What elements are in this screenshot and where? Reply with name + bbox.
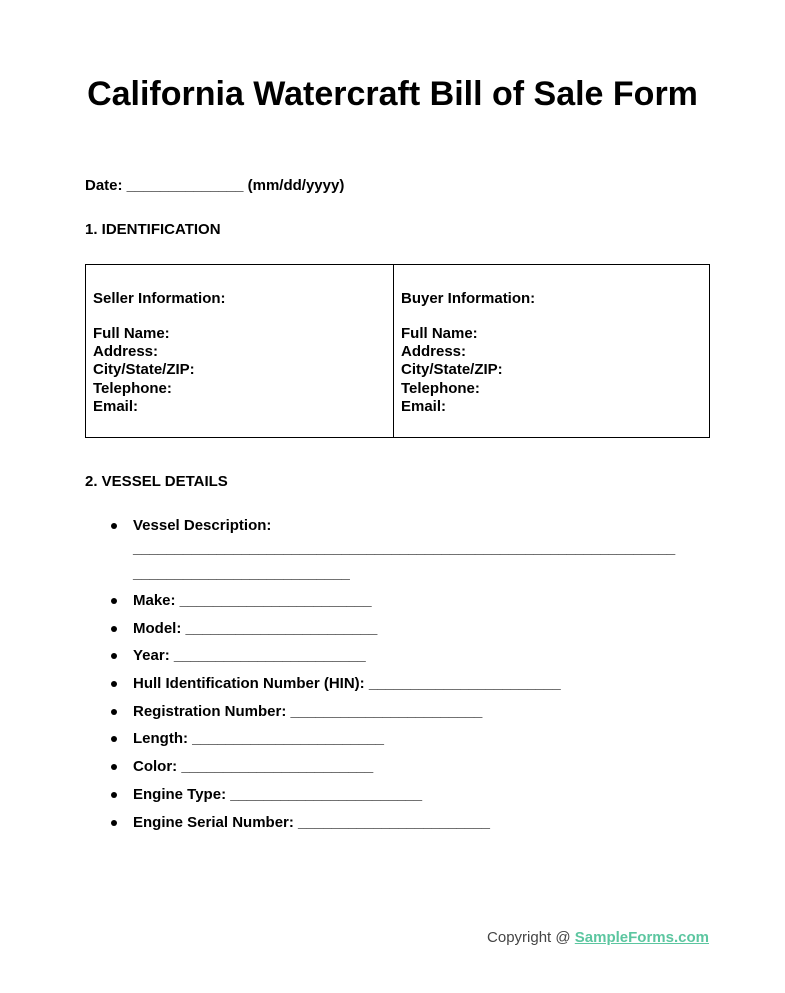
vessel-description-line-1: _________________________________________________________________	[133, 540, 676, 557]
list-item	[106, 647, 675, 665]
buyer-heading: Buyer Information:	[401, 290, 536, 307]
date-line: Date: ______________ (mm/dd/yyyy)	[85, 177, 345, 194]
section-identification-heading: 1. IDENTIFICATION	[85, 221, 221, 238]
list-item	[106, 814, 675, 832]
bullet-icon	[111, 764, 117, 770]
buyer-information-cell	[394, 265, 709, 437]
make-field: Make: _______________________	[133, 592, 372, 609]
seller-address-label: Address:	[93, 343, 159, 361]
year-field: Year: _______________________	[133, 647, 366, 665]
list-item	[106, 703, 675, 721]
buyer-city-state-zip-label: City/State/ZIP:	[401, 361, 503, 379]
list-item	[106, 517, 675, 584]
list-item	[106, 786, 675, 804]
color-field: Color: _______________________	[133, 758, 374, 776]
vessel-details-list	[106, 517, 675, 841]
seller-city-state-zip-label: City/State/ZIP:	[93, 361, 195, 379]
list-item	[106, 758, 675, 776]
model-field: Model: _______________________	[133, 619, 378, 637]
bullet-icon	[111, 653, 117, 659]
vessel-description-label: Vessel Description:	[133, 517, 272, 534]
buyer-full-name-label: Full Name:	[401, 325, 478, 342]
seller-information-cell	[86, 265, 394, 437]
bullet-icon	[111, 792, 117, 798]
engine-type-field: Engine Type: _______________________	[133, 785, 423, 803]
engine-serial-number-field: Engine Serial Number: _______________________	[133, 813, 490, 831]
seller-telephone-label: Telephone:	[93, 379, 172, 397]
bullet-icon	[111, 626, 117, 632]
section-vessel-details-heading: 2. VESSEL DETAILS	[85, 473, 228, 490]
bullet-icon	[111, 736, 117, 742]
registration-number-field: Registration Number: _______________________	[133, 702, 483, 720]
identification-table	[85, 264, 710, 438]
bullet-icon	[111, 523, 117, 529]
vessel-description-line-2: __________________________	[133, 565, 350, 582]
list-item	[106, 675, 675, 693]
bullet-icon	[111, 820, 117, 826]
seller-email-label: Email:	[93, 397, 139, 415]
buyer-email-label: Email:	[401, 397, 447, 415]
bullet-icon	[111, 681, 117, 687]
buyer-telephone-label: Telephone:	[401, 379, 480, 397]
seller-full-name-label: Full Name:	[93, 325, 170, 342]
copyright-prefix: Copyright @	[487, 929, 575, 946]
list-item	[106, 592, 675, 610]
document-title: California Watercraft Bill of Sale Form	[87, 75, 698, 113]
hin-field: Hull Identification Number (HIN): _______________________	[133, 675, 561, 693]
list-item	[106, 620, 675, 638]
length-field: Length: _______________________	[133, 730, 385, 748]
buyer-address-label: Address:	[401, 343, 467, 361]
copyright-footer	[487, 929, 709, 946]
bullet-icon	[111, 598, 117, 604]
sampleforms-link[interactable]: SampleForms.com	[574, 929, 709, 946]
seller-heading: Seller Information:	[93, 290, 226, 307]
list-item	[106, 730, 675, 748]
bullet-icon	[111, 709, 117, 715]
